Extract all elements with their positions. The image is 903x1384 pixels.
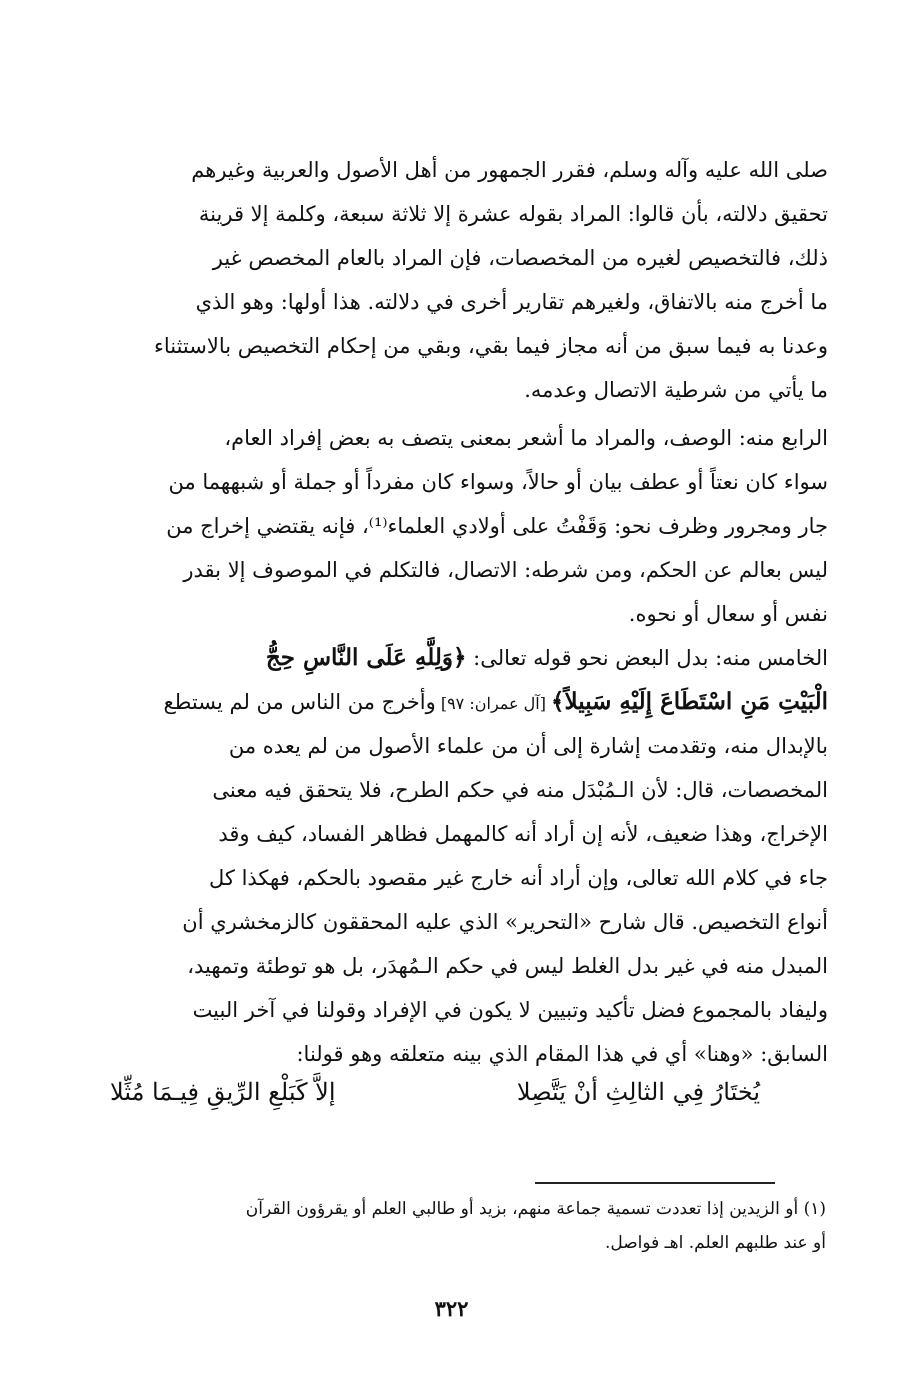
text-line [78,636,828,680]
text-line [78,680,828,724]
text-line: بالإبدال منه، وتقدمت إشارة إلى أن من علماء الأصول من لم يعده من [228,734,828,758]
footnote-line: (١) أو الزيدين إذا تعددت تسمية جماعة منهم، بزيد أو طالبي العلم أو يقرؤون القرآن [245,1199,826,1219]
poem-verse [110,1078,760,1128]
paragraph-2 [78,416,828,636]
footnote [78,1192,826,1260]
footnote-line: أو عند طلبهم العلم. اهـ فواصل. [604,1233,826,1253]
quran-verse-part-1: ﴿وَلِلَّهِ عَلَى النَّاسِ حِجُّ [265,644,467,671]
text-line: وليفاد بالمجموع فضل تأكيد وتبيين لا يكون في الإفراد وقولنا في آخر البيت [192,998,828,1022]
text-line: المبدل منه في غير بدل الغلط ليس في حكم الـمُهدَر، بل هو توطئة وتمهيد، [187,954,828,978]
paragraph-3-intro: الخامس منه: بدل البعض نحو قوله تعالى: [466,646,828,670]
text-line: تحقيق دلالته، بأن قالوا: المراد بقوله عشرة إلا ثلاثة سبعة، وكلمة إلا قرينة [198,202,828,226]
poem-first-hemistich: يُختَارُ فِي الثالِثِ أنْ يَتَّصِلا [516,1078,760,1106]
poem-second-hemistich: إلاَّ كَبَلْعِ الرِّيقِ فِيـمَا مُثِّلا [110,1078,336,1106]
footnote-divider [535,1182,775,1184]
text-line: ذلك، فالتخصيص لغيره من المخصصات، فإن المراد بالعام المخصص غير [212,246,828,270]
paragraph-3 [78,636,828,1076]
page-number: ٣٢٢ [434,1296,469,1321]
text-line: السابق: «وهنا» أي في هذا المقام الذي بينه متعلقه وهو قولنا: [296,1042,828,1066]
paragraph-3-continuation: وأخرج من الناس من لم يستطع [163,690,436,714]
verse-reference: [آل عمران: ٩٧] [435,694,552,713]
text-line: الإخراج، وهذا ضعيف، لأنه إن أراد أنه كالمهمل فظاهر الفساد، كيف وقد [218,822,828,846]
quran-verse-part-2: الْبَيْتِ مَنِ اسْتَطَاعَ إِلَيْهِ سَبِيلاً﴾ [551,688,828,715]
text-line: نفس أو سعال أو نحوه. [628,602,828,626]
text-line: صلى الله عليه وآله وسلم، فقرر الجمهور من أهل الأصول والعربية وغيرهم [191,158,828,182]
text-line: المخصصات، قال: لأن الـمُبْدَل منه في حكم الطرح، فلا يتحقق فيه معنى [212,778,828,802]
text-line: الرابع منه: الوصف، والمراد ما أشعر بمعنى يتصف به بعض إفراد العام، [224,426,828,450]
text-line: ما أخرج منه بالاتفاق، ولغيرهم تقارير أخرى في دلالته. هذا أولها: وهو الذي [195,290,828,314]
text-line: جار ومجرور وظرف نحو: وَقَفْتُ على أولادي العلماء⁽¹⁾، فإنه يقتضي إخراج من [166,514,828,538]
paragraph-1 [78,148,828,412]
text-line: جاء في كلام الله تعالى، وإن أراد أنه خارج غير مقصود بالحكم، فهكذا كل [209,866,828,890]
text-line: وعدنا به فيما سبق من أنه مجاز فيما بقي، وبقي من إحكام التخصيص بالاستثناء [153,334,828,358]
text-line: ليس بعالم عن الحكم، ومن شرطه: الاتصال، فالتكلم في الموصوف إلا بقدر [183,558,828,582]
text-line: ما يأتي من شرطية الاتصال وعدمه. [524,378,828,402]
text-line: أنواع التخصيص. قال شارح «التحرير» الذي عليه المحققون كالزمخشري أن [182,910,828,934]
text-line: سواء كان نعتاً أو عطف بيان أو حالاً، وسواء كان مفرداً أو جملة أو شبههما من [168,470,828,494]
